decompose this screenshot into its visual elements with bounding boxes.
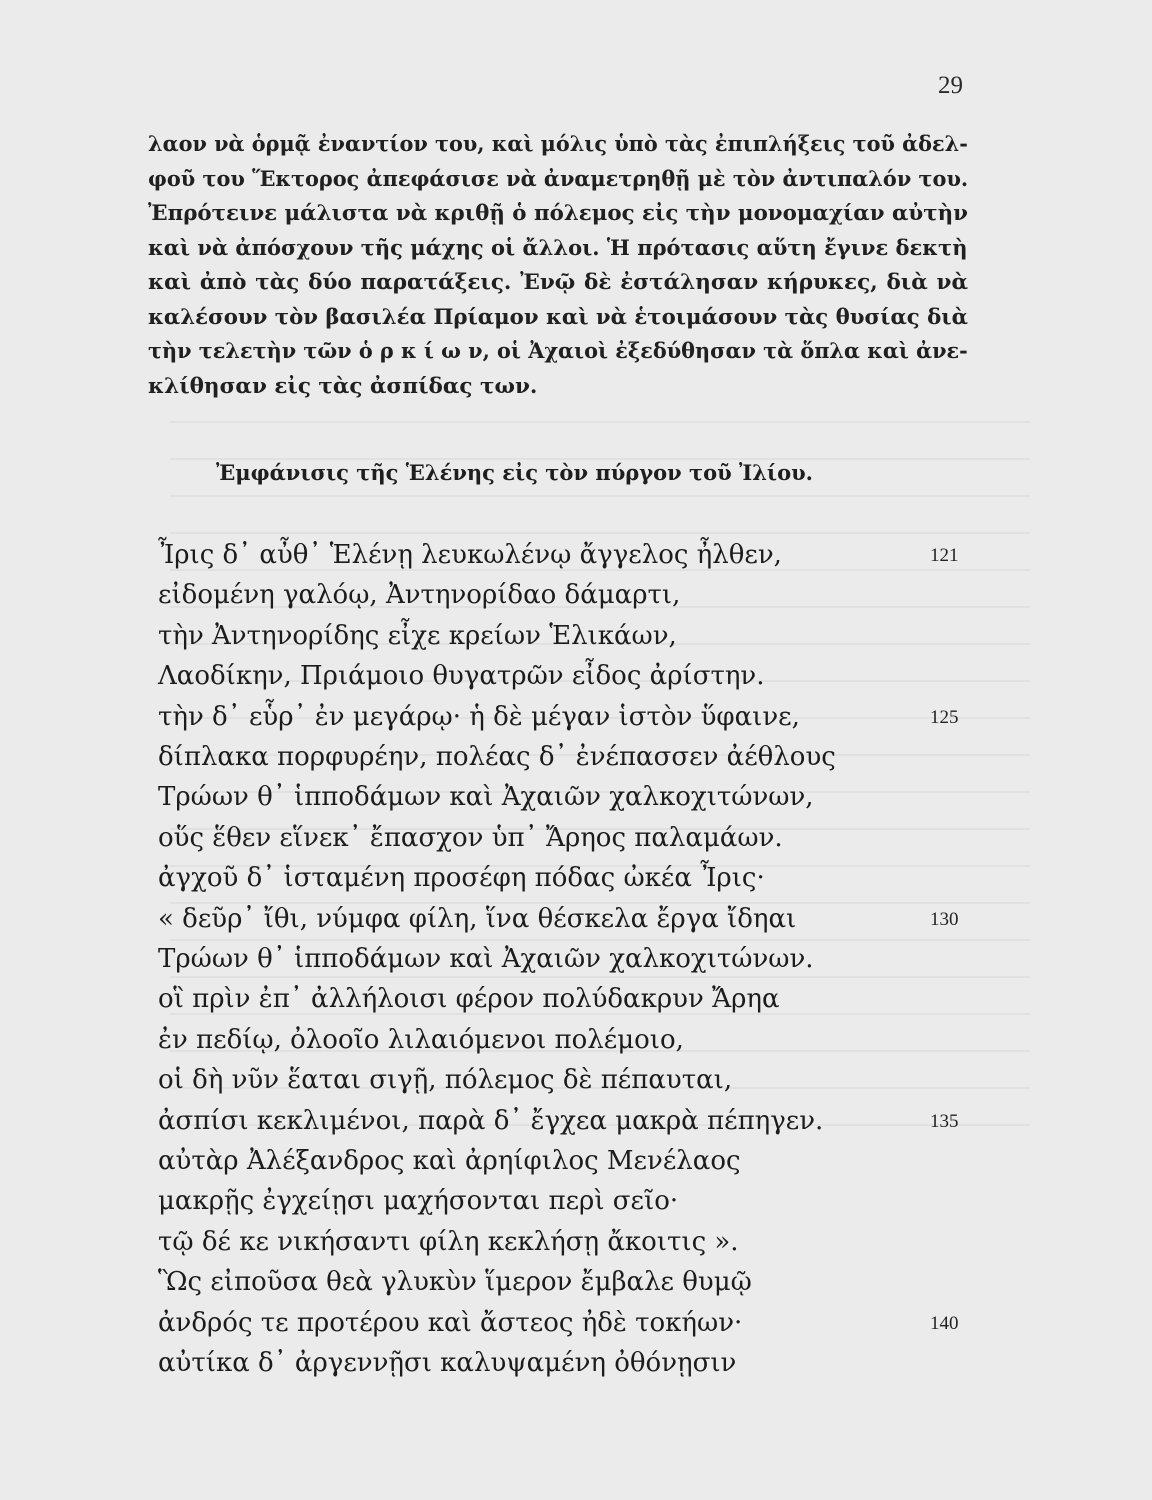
verse-line-number: 125: [930, 707, 959, 728]
page-number: 29: [938, 72, 963, 99]
verse-line: Λαοδίκην, Πριάμοιο θυγατρῶν εἶδος ἀρίστην.: [158, 661, 765, 691]
prose-line: κλίθησαν εἰς τὰς ἀσπίδας των.: [148, 373, 538, 399]
verse-line: « δεῦρ᾿ ἴθι, νύμφα φίλη, ἵνα θέσκελα ἔργα ἴδηαι: [158, 904, 797, 934]
verse-line: Τρώων θ᾿ ἱπποδάμων καὶ Ἀχαιῶν χαλκοχιτώνων,: [158, 782, 814, 812]
verse-line: Ἶρις δ᾿ αὖθ᾿ Ἑλένῃ λευκωλένῳ ἄγγελος ἦλθεν,: [158, 540, 782, 570]
prose-line: φοῦ του Ἕκτορος ἀπεφάσισε νὰ ἀναμετρηθῇ μὲ τὸν ἀντιπαλόν του.: [148, 166, 969, 192]
verse-line-number: 130: [930, 909, 959, 930]
verse-line: Τρώων θ᾿ ἱπποδάμων καὶ Ἀχαιῶν χαλκοχιτώνων.: [158, 944, 814, 974]
verse-line: αὐτίκα δ᾿ ἀργεννῇσι καλυψαμένη ὀθόνῃσιν: [158, 1348, 737, 1378]
verse-line: μακρῇς ἐγχείῃσι μαχήσονται περὶ σεῖο·: [158, 1186, 679, 1216]
prose-paragraph: [148, 128, 968, 404]
verse-line: Ὣς εἰποῦσα θεὰ γλυκὺν ἵμερον ἔμβαλε θυμῷ: [158, 1267, 752, 1297]
prose-line: καλέσουν τὸν βασιλέα Πρίαμον καὶ νὰ ἑτοιμάσουν τὰς θυσίας διὰ: [148, 304, 968, 330]
section-heading: Ἐμφάνισις τῆς Ἑλένης εἰς τὸν πύργον τοῦ Ἰλίου.: [216, 460, 813, 485]
verse-line: τῷ δέ κε νικήσαντι φίλη κεκλήσῃ ἄκοιτις ».: [158, 1227, 739, 1257]
verse-line-number: 121: [930, 545, 959, 566]
verse-line: ἀσπίσι κεκλιμένοι, παρὰ δ᾿ ἔγχεα μακρὰ πέπηγεν.: [158, 1106, 824, 1136]
verse-line-number: 140: [930, 1313, 959, 1334]
verse-line: τὴν Ἀντηνορίδης εἶχε κρείων Ἑλικάων,: [158, 621, 677, 651]
prose-line: καὶ νὰ ἀπόσχουν τῆς μάχης οἱ ἄλλοι. Ἡ πρότασις αὕτη ἔγινε δεκτὴ: [148, 235, 968, 261]
prose-line: λαον νὰ ὁρμᾷ ἐναντίον του, καὶ μόλις ὑπὸ τὰς ἐπιπλήξεις τοῦ ἀδελ-: [148, 132, 968, 157]
verse-line: οὕς ἕθεν εἵνεκ᾿ ἔπασχον ὑπ᾿ Ἄρηος παλαμάων.: [158, 823, 783, 853]
verse-line: ἀγχοῦ δ᾿ ἱσταμένη προσέφη πόδας ὠκέα Ἶρις·: [158, 863, 765, 893]
verse-line: ἐν πεδίῳ, ὀλοοῖο λιλαιόμενοι πολέμοιο,: [158, 1025, 684, 1055]
verse-line: ἀνδρός τε προτέρου καὶ ἄστεος ἠδὲ τοκήων·: [158, 1308, 743, 1338]
prose-line: τὴν τελετὴν τῶν ὁ ρ κ ί ω ν, οἱ Ἀχαιοὶ ἐξεδύθησαν τὰ ὅπλα καὶ ἀνε-: [148, 339, 968, 364]
verse-line: εἰδομένη γαλόῳ, Ἀντηνορίδαο δάμαρτι,: [158, 580, 681, 610]
verse-line: δίπλακα πορφυρέην, πολέας δ᾿ ἐνέπασσεν ἀέθλους: [158, 742, 836, 772]
verse-line: τὴν δ᾿ εὗρ᾿ ἐν μεγάρῳ· ἡ δὲ μέγαν ἱστὸν ὕφαινε,: [158, 702, 800, 732]
verse-line-number: 135: [930, 1111, 959, 1132]
prose-line: Ἐπρότεινε μάλιστα νὰ κριθῇ ὁ πόλεμος εἰς τὴν μονομαχίαν αὐτὴν: [148, 201, 968, 226]
verse-line: οἱ δὴ νῦν ἕαται σιγῇ, πόλεμος δὲ πέπαυται,: [158, 1065, 733, 1095]
verse-line: οἳ πρὶν ἐπ᾿ ἀλλήλοισι φέρον πολύδακρυν Ἄρηα: [158, 984, 780, 1014]
verse-line: αὐτὰρ Ἀλέξανδρος καὶ ἀρηίφιλος Μενέλαος: [158, 1146, 741, 1176]
prose-line: καὶ ἀπὸ τὰς δύο παρατάξεις. Ἐνῷ δὲ ἐστάλησαν κήρυκες, διὰ νὰ: [148, 270, 968, 295]
